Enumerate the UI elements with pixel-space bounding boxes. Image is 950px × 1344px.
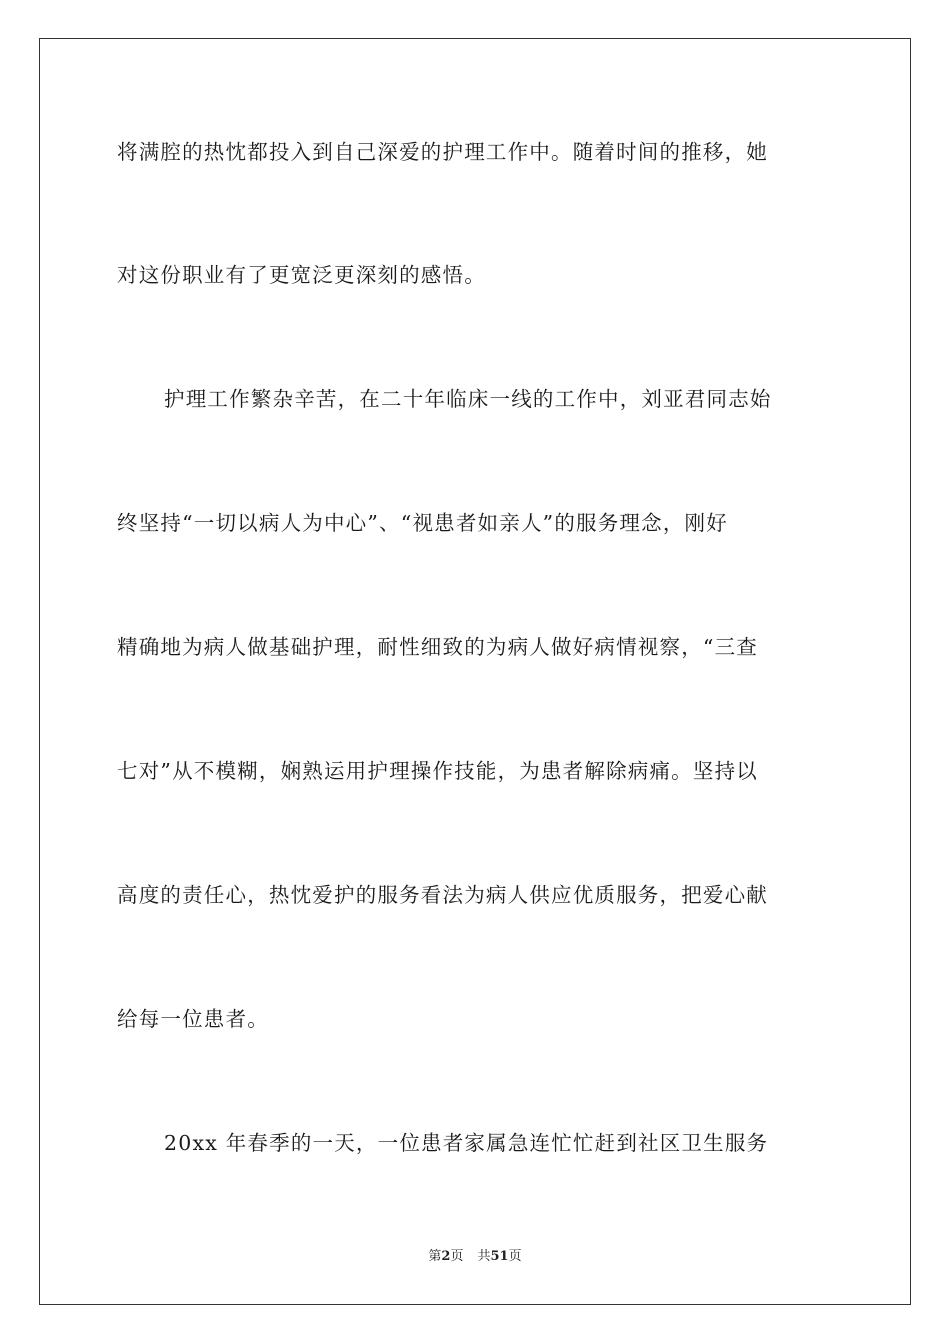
paragraph-line-6: 七对”从不模糊，娴熟运用护理操作技能，为患者解除病痛。坚持以 — [117, 759, 758, 783]
footer-page-number: 2 — [441, 1249, 451, 1264]
footer-total-prefix: 共 — [477, 1249, 491, 1264]
paragraph-line-5: 精确地为病人做基础护理，耐性细致的为病人做好病情视察，“三查 — [117, 635, 758, 659]
paragraph-line-7: 高度的责任心，热忱爱护的服务看法为病人供应优质服务，把爱心献 — [117, 883, 768, 907]
page-border — [39, 38, 911, 1305]
footer-page-prefix: 第 — [428, 1249, 442, 1264]
paragraph-line-4: 终坚持“一切以病人为中心”、“视患者如亲人”的服务理念，刚好 — [117, 511, 728, 535]
footer-total-pages: 51 — [490, 1249, 509, 1264]
paragraph-line-8: 给每一位患者。 — [117, 1007, 269, 1031]
paragraph-line-1: 将满腔的热忱都投入到自己深爱的护理工作中。随着时间的推移，她 — [117, 140, 768, 164]
page-footer — [0, 1249, 950, 1265]
footer-total-suffix: 页 — [508, 1249, 522, 1264]
paragraph-line-2: 对这份职业有了更宽泛更深刻的感悟。 — [117, 263, 486, 287]
footer-page-suffix: 页 — [450, 1249, 464, 1264]
paragraph-line-3: 护理工作繁杂辛苦，在二十年临床一线的工作中，刘亚君同志始 — [164, 387, 772, 411]
paragraph-line-9: 20xx 年春季的一天，一位患者家属急连忙忙赶到社区卫生服务 — [164, 1131, 769, 1155]
